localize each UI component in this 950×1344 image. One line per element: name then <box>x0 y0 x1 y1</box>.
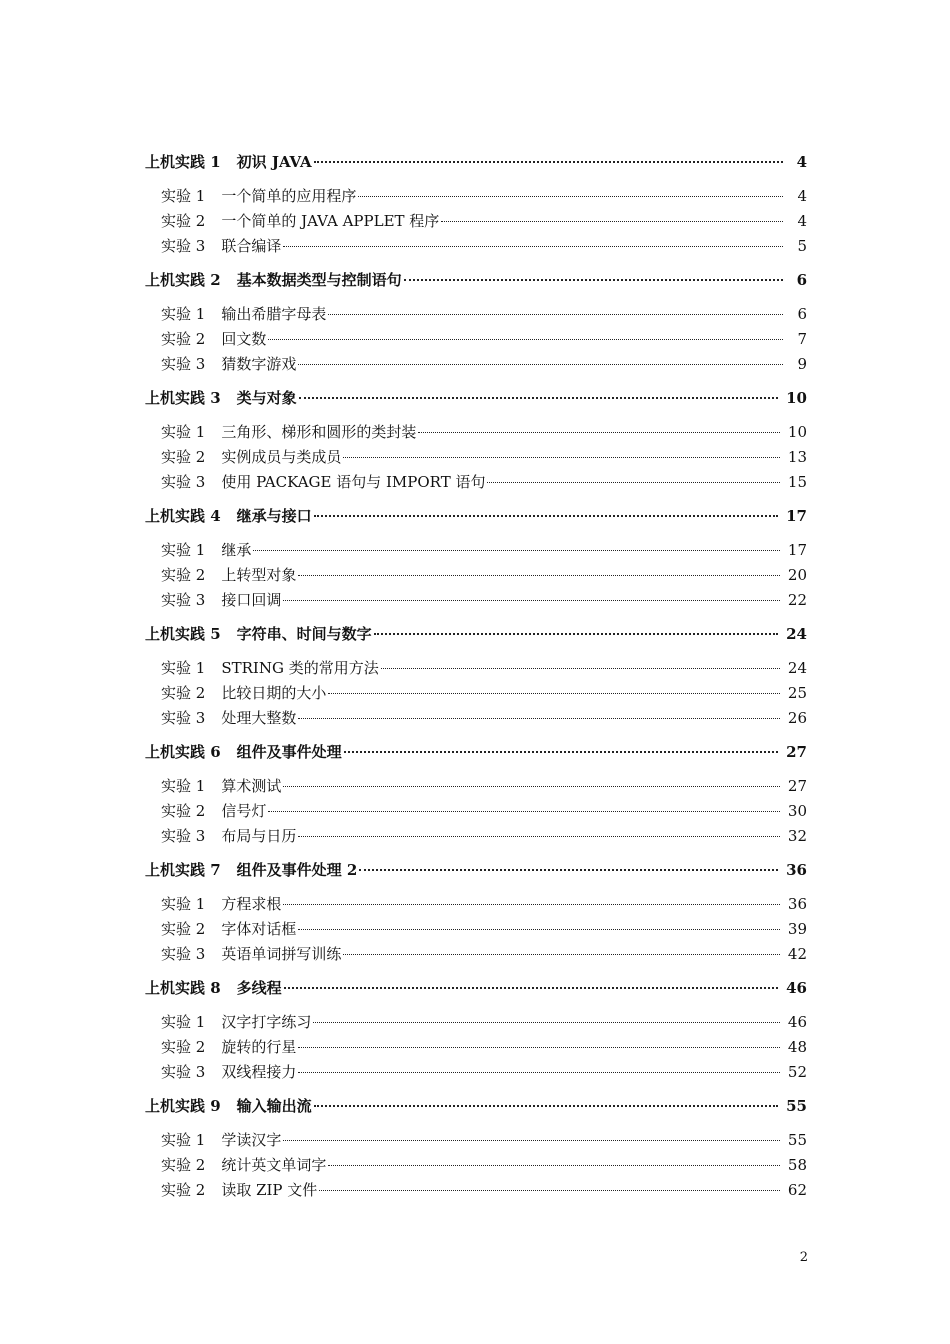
toc-entry-title: 上转型对象 <box>221 566 297 584</box>
toc-entry-number: 实验 1 <box>161 541 206 559</box>
toc-entry-title: 回文数 <box>221 330 267 348</box>
toc-entry-title: 处理大整数 <box>221 709 297 727</box>
toc-entry-page: 62 <box>787 1181 807 1199</box>
toc-entry-page: 30 <box>787 802 807 820</box>
toc-section-entry[interactable] <box>145 420 807 445</box>
toc-section-entry[interactable] <box>145 588 807 613</box>
toc-entry-title: STRING 类的常用方法 <box>221 659 379 677</box>
toc-section-entry[interactable] <box>145 799 807 824</box>
toc-section-entry[interactable] <box>145 1178 807 1203</box>
toc-entry-title: 使用 PACKAGE 语句与 IMPORT 语句 <box>221 473 486 491</box>
toc-entry-label <box>145 976 282 1001</box>
toc-entry-title: 联合编译 <box>221 237 282 255</box>
toc-entry-number: 实验 1 <box>161 777 206 795</box>
toc-entry-title: 输入输出流 <box>236 1097 312 1115</box>
toc-entry-page: 52 <box>787 1063 807 1081</box>
toc-entry-page: 7 <box>797 330 807 348</box>
toc-dot-leader <box>284 987 778 989</box>
toc-entry-page: 9 <box>797 355 807 373</box>
toc-entry-number: 实验 3 <box>161 591 206 609</box>
toc-entry-label <box>161 917 296 942</box>
toc-dot-leader <box>314 1105 778 1107</box>
toc-entry-page: 25 <box>787 684 807 702</box>
toc-entry-number: 实验 2 <box>161 566 206 584</box>
toc-dot-leader <box>298 718 780 719</box>
toc-entry-label <box>161 470 485 495</box>
toc-dot-leader <box>298 836 780 837</box>
toc-entry-label <box>145 268 402 293</box>
toc-dot-leader <box>343 457 780 458</box>
toc-entry-label <box>161 942 341 967</box>
toc-entry-title: 方程求根 <box>221 895 282 913</box>
toc-entry-number: 上机实践 3 <box>145 389 221 407</box>
page-number: 2 <box>799 1250 808 1265</box>
toc-entry-title: 组件及事件处理 <box>236 743 342 761</box>
toc-entry-page: 58 <box>787 1156 807 1174</box>
toc-entry-title: 信号灯 <box>221 802 267 820</box>
toc-entry-number: 上机实践 5 <box>145 625 221 643</box>
toc-section-entry[interactable] <box>145 681 807 706</box>
toc-entry-page: 39 <box>787 920 807 938</box>
toc-entry-number: 上机实践 6 <box>145 743 221 761</box>
toc-dot-leader <box>441 221 783 222</box>
toc-entry-page: 4 <box>797 212 807 230</box>
toc-entry-label <box>145 858 357 883</box>
toc-entry-label <box>145 740 342 765</box>
toc-entry-page: 55 <box>786 1097 807 1115</box>
toc-section-entry[interactable] <box>145 302 807 327</box>
toc-entry-page: 17 <box>787 541 807 559</box>
toc-dot-leader <box>283 1140 780 1141</box>
toc-section-entry[interactable] <box>145 352 807 377</box>
toc-entry-page: 15 <box>787 473 807 491</box>
toc-dot-leader <box>283 904 780 905</box>
toc-section-entry[interactable] <box>145 656 807 681</box>
toc-entry-page: 17 <box>786 507 807 525</box>
toc-entry-page: 46 <box>786 979 807 997</box>
toc-entry-page: 13 <box>787 448 807 466</box>
toc-dot-leader <box>283 600 780 601</box>
toc-entry-page: 6 <box>796 271 807 289</box>
toc-entry-number: 上机实践 2 <box>145 271 221 289</box>
toc-entry-label <box>161 327 266 352</box>
toc-entry-label <box>161 234 281 259</box>
toc-dot-leader <box>298 364 783 365</box>
toc-entry-page: 24 <box>786 625 807 643</box>
toc-entry-label <box>161 1060 296 1085</box>
toc-chapter-entry[interactable] <box>145 504 807 529</box>
toc-section-entry[interactable] <box>145 327 807 352</box>
toc-dot-leader <box>299 397 778 399</box>
toc-section-entry[interactable] <box>145 234 807 259</box>
toc-entry-page: 4 <box>797 187 807 205</box>
toc-entry-label <box>145 1094 312 1119</box>
toc-entry-title: 学读汉字 <box>221 1131 282 1149</box>
toc-entry-page: 10 <box>787 423 807 441</box>
toc-entry-label <box>145 150 312 175</box>
toc-entry-label <box>161 184 356 209</box>
toc-dot-leader <box>298 929 780 930</box>
toc-entry-number: 实验 2 <box>161 212 206 230</box>
toc-dot-leader <box>319 1190 780 1191</box>
toc-entry-label <box>161 302 326 327</box>
toc-entry-label <box>161 1010 311 1035</box>
toc-entry-number: 实验 3 <box>161 709 206 727</box>
toc-entry-title: 基本数据类型与控制语句 <box>236 271 402 289</box>
toc-dot-leader <box>314 515 778 517</box>
toc-entry-title: 汉字打字练习 <box>221 1013 312 1031</box>
toc-dot-leader <box>298 1047 780 1048</box>
toc-entry-label <box>161 799 266 824</box>
toc-section-entry[interactable] <box>145 942 807 967</box>
toc-section-entry[interactable] <box>145 774 807 799</box>
toc-entry-title: 类与对象 <box>236 389 297 407</box>
toc-entry-page: 5 <box>797 237 807 255</box>
toc-dot-leader <box>313 1022 780 1023</box>
toc-section-entry[interactable] <box>145 184 807 209</box>
toc-dot-leader <box>487 482 779 483</box>
toc-entry-page: 27 <box>786 743 807 761</box>
toc-entry-label <box>161 1178 317 1203</box>
toc-entry-label <box>161 774 281 799</box>
toc-entry-label <box>161 563 296 588</box>
toc-chapter-entry[interactable] <box>145 740 807 765</box>
toc-section-entry[interactable] <box>145 1035 807 1060</box>
toc-entry-number: 上机实践 1 <box>145 153 221 171</box>
toc-entry-page: 4 <box>796 153 807 171</box>
toc-entry-title: 英语单词拼写训练 <box>221 945 342 963</box>
table-of-contents <box>145 150 807 1203</box>
toc-entry-number: 实验 2 <box>161 920 206 938</box>
toc-entry-label <box>161 892 281 917</box>
toc-section-entry[interactable] <box>145 563 807 588</box>
toc-entry-label <box>161 445 341 470</box>
toc-dot-leader <box>343 954 780 955</box>
toc-entry-number: 上机实践 9 <box>145 1097 221 1115</box>
toc-entry-number: 实验 3 <box>161 945 206 963</box>
toc-dot-leader <box>404 279 783 281</box>
toc-entry-number: 实验 2 <box>161 1181 206 1199</box>
toc-entry-number: 实验 2 <box>161 448 206 466</box>
toc-chapter-entry[interactable] <box>145 1094 807 1119</box>
toc-entry-page: 26 <box>787 709 807 727</box>
toc-entry-title: 多线程 <box>236 979 282 997</box>
toc-entry-label <box>161 209 439 234</box>
toc-section-entry[interactable] <box>145 1010 807 1035</box>
toc-dot-leader <box>418 432 780 433</box>
toc-entry-number: 实验 1 <box>161 659 206 677</box>
toc-section-entry[interactable] <box>145 1060 807 1085</box>
toc-entry-number: 实验 2 <box>161 1038 206 1056</box>
toc-entry-page: 55 <box>787 1131 807 1149</box>
toc-dot-leader <box>283 786 780 787</box>
toc-entry-title: 输出希腊字母表 <box>221 305 327 323</box>
toc-entry-page: 48 <box>787 1038 807 1056</box>
toc-entry-title: 一个简单的应用程序 <box>221 187 357 205</box>
toc-entry-page: 32 <box>787 827 807 845</box>
toc-section-entry[interactable] <box>145 706 807 731</box>
toc-entry-title: 算术测试 <box>221 777 282 795</box>
toc-entry-page: 24 <box>787 659 807 677</box>
toc-entry-number: 上机实践 7 <box>145 861 221 879</box>
toc-entry-page: 20 <box>787 566 807 584</box>
toc-chapter-entry[interactable] <box>145 268 807 293</box>
toc-dot-leader <box>328 1165 780 1166</box>
toc-entry-number: 上机实践 4 <box>145 507 221 525</box>
toc-chapter-entry[interactable] <box>145 386 807 411</box>
toc-entry-number: 实验 2 <box>161 802 206 820</box>
toc-entry-page: 46 <box>787 1013 807 1031</box>
toc-entry-number: 实验 1 <box>161 1131 206 1149</box>
toc-entry-title: 字符串、时间与数字 <box>236 625 372 643</box>
toc-chapter-entry[interactable] <box>145 858 807 883</box>
toc-dot-leader <box>253 550 780 551</box>
toc-entry-title: 组件及事件处理 2 <box>236 861 358 879</box>
toc-entry-label <box>161 706 296 731</box>
toc-entry-title: 三角形、梯形和圆形的类封装 <box>221 423 417 441</box>
toc-dot-leader <box>298 1072 780 1073</box>
toc-dot-leader <box>358 196 783 197</box>
toc-entry-number: 实验 3 <box>161 355 206 373</box>
toc-entry-number: 实验 3 <box>161 473 206 491</box>
toc-entry-page: 36 <box>786 861 807 879</box>
toc-entry-label <box>145 622 372 647</box>
toc-entry-number: 实验 1 <box>161 305 206 323</box>
toc-dot-leader <box>374 633 778 635</box>
toc-entry-number: 上机实践 8 <box>145 979 221 997</box>
toc-entry-title: 比较日期的大小 <box>221 684 327 702</box>
toc-entry-number: 实验 1 <box>161 423 206 441</box>
toc-entry-title: 统计英文单词字 <box>221 1156 327 1174</box>
toc-entry-title: 读取 ZIP 文件 <box>221 1181 318 1199</box>
toc-entry-number: 实验 2 <box>161 684 206 702</box>
toc-section-entry[interactable] <box>145 1128 807 1153</box>
toc-chapter-entry[interactable] <box>145 150 807 175</box>
toc-dot-leader <box>328 693 780 694</box>
toc-dot-leader <box>298 575 780 576</box>
toc-entry-number: 实验 2 <box>161 1156 206 1174</box>
toc-entry-title: 实例成员与类成员 <box>221 448 342 466</box>
toc-entry-label <box>145 504 312 529</box>
toc-section-entry[interactable] <box>145 470 807 495</box>
toc-entry-title: 布局与日历 <box>221 827 297 845</box>
toc-dot-leader <box>328 314 783 315</box>
toc-entry-label <box>161 824 296 849</box>
toc-section-entry[interactable] <box>145 824 807 849</box>
toc-entry-title: 继承 <box>221 541 252 559</box>
toc-dot-leader <box>283 246 783 247</box>
toc-entry-number: 实验 3 <box>161 1063 206 1081</box>
toc-dot-leader <box>381 668 780 669</box>
toc-entry-label <box>161 588 281 613</box>
toc-entry-number: 实验 1 <box>161 187 206 205</box>
toc-entry-label <box>161 681 326 706</box>
toc-chapter-entry[interactable] <box>145 976 807 1001</box>
toc-dot-leader <box>314 161 783 163</box>
toc-entry-label <box>161 352 296 377</box>
toc-dot-leader <box>344 751 778 753</box>
toc-entry-page: 22 <box>787 591 807 609</box>
toc-entry-page: 36 <box>787 895 807 913</box>
toc-entry-label <box>145 386 297 411</box>
toc-entry-number: 实验 1 <box>161 1013 206 1031</box>
toc-entry-label <box>161 1153 326 1178</box>
toc-entry-number: 实验 3 <box>161 827 206 845</box>
toc-entry-label <box>161 656 379 681</box>
toc-entry-label <box>161 1128 281 1153</box>
toc-entry-label <box>161 538 251 563</box>
toc-entry-title: 继承与接口 <box>236 507 312 525</box>
toc-entry-page: 42 <box>787 945 807 963</box>
toc-entry-title: 初识 JAVA <box>236 153 312 171</box>
toc-section-entry[interactable] <box>145 445 807 470</box>
toc-section-entry[interactable] <box>145 1153 807 1178</box>
toc-section-entry[interactable] <box>145 209 807 234</box>
toc-entry-label <box>161 420 416 445</box>
toc-entry-page: 6 <box>797 305 807 323</box>
toc-entry-title: 字体对话框 <box>221 920 297 938</box>
toc-entry-number: 实验 2 <box>161 330 206 348</box>
toc-entry-title: 猜数字游戏 <box>221 355 297 373</box>
toc-entry-title: 一个简单的 JAVA APPLET 程序 <box>221 212 440 230</box>
toc-dot-leader <box>359 869 778 871</box>
toc-section-entry[interactable] <box>145 917 807 942</box>
toc-entry-number: 实验 3 <box>161 237 206 255</box>
toc-entry-page: 10 <box>786 389 807 407</box>
toc-dot-leader <box>268 811 780 812</box>
toc-entry-title: 旋转的行星 <box>221 1038 297 1056</box>
toc-entry-page: 27 <box>787 777 807 795</box>
toc-entry-number: 实验 1 <box>161 895 206 913</box>
toc-section-entry[interactable] <box>145 892 807 917</box>
toc-section-entry[interactable] <box>145 538 807 563</box>
toc-chapter-entry[interactable] <box>145 622 807 647</box>
toc-entry-label <box>161 1035 296 1060</box>
toc-entry-title: 双线程接力 <box>221 1063 297 1081</box>
toc-dot-leader <box>268 339 783 340</box>
toc-entry-title: 接口回调 <box>221 591 282 609</box>
